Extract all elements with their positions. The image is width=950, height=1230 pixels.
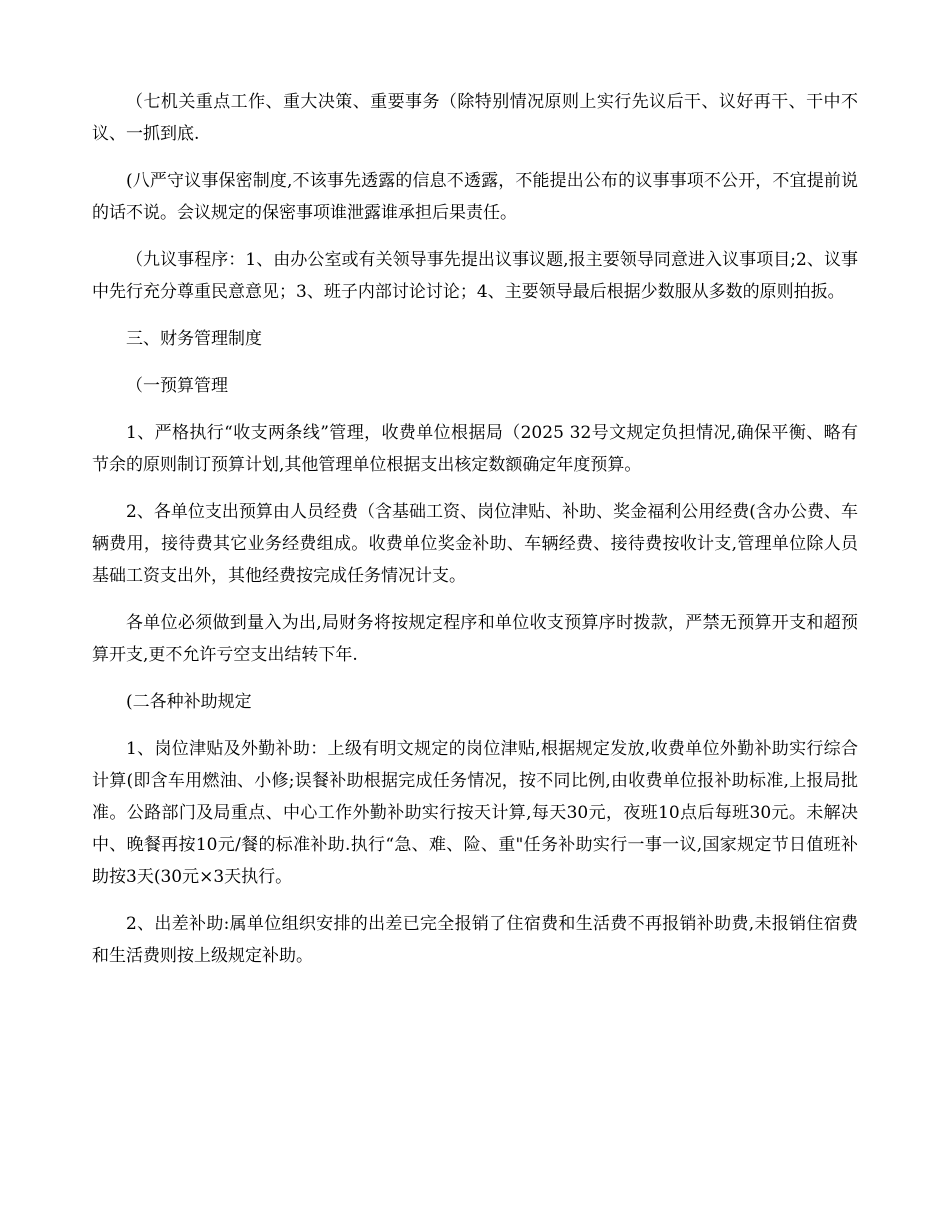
- paragraph-confidentiality: (八严守议事保密制度,不该事先透露的信息不透露，不能提出公布的议事事项不公开，不宜提前说的话不说。会议规定的保密事项谁泄露谁承担后果责任。: [92, 171, 858, 223]
- paragraph-budget-2: 2、各单位支出预算由人员经费（含基础工资、岗位津贴、补助、奖金福利公用经费(含办公费、车辆费用，接待费其它业务经费组成。收费单位奖金补助、车辆经费、接待费按收计支,管理单位除人员基础工资支出外，其他经费按完成任务情况计支。: [92, 502, 858, 586]
- paragraph-budget-1: 1、严格执行“收支两条线”管理，收费单位根据局（2025 32号文规定负担情况,确保平衡、略有节余的原则制订预算计划,其他管理单位根据支出核定数额确定年度预算。: [92, 423, 858, 475]
- paragraph-subsidy-2: 2、出差补助:属单位组织安排的出差已完全报销了住宿费和生活费不再报销补助费,未报销住宿费和生活费则按上级规定补助。: [92, 914, 858, 966]
- paragraph-subsidy-1: 1、岗位津贴及外勤补助：上级有明文规定的岗位津贴,根据规定发放,收费单位外勤补助实行综合计算(即含车用燃油、小修;误餐补助根据完成任务情况，按不同比例,由收费单位报补助标准,上报局批准。公路部门及局重点、中心工作外勤补助实行按天计算,每天30元，夜班10点后每班30元。未解决中、晚餐再按10元/餐的标准补助.执行“急、难、险、重"任务补助实行一事一议,国家规定节日值班补助按3天(30元×3天执行。: [92, 739, 858, 887]
- section-heading-finance: 三、财务管理制度: [126, 329, 262, 349]
- paragraph-procedure: （九议事程序：1、由办公室或有关领导事先提出议事议题,报主要领导同意进入议事项目;2、议事中先行充分尊重民意意见；3、班子内部讨论讨论；4、主要领导最后根据少数服从多数的原则拍扳。: [92, 250, 858, 302]
- paragraph-budget-3: 各单位必须做到量入为出,局财务将按规定程序和单位收支预算序时拨款，严禁无预算开支和超预算开支,更不允许亏空支出结转下年.: [92, 613, 858, 665]
- subsection-heading-budget: （一预算管理: [126, 376, 228, 396]
- paragraph-meeting-decisions: （七机关重点工作、重大决策、重要事务（除特别情况原则上实行先议后干、议好再干、干中不议、一抓到底.: [92, 92, 858, 144]
- subsection-heading-subsidies: (二各种补助规定: [126, 692, 252, 712]
